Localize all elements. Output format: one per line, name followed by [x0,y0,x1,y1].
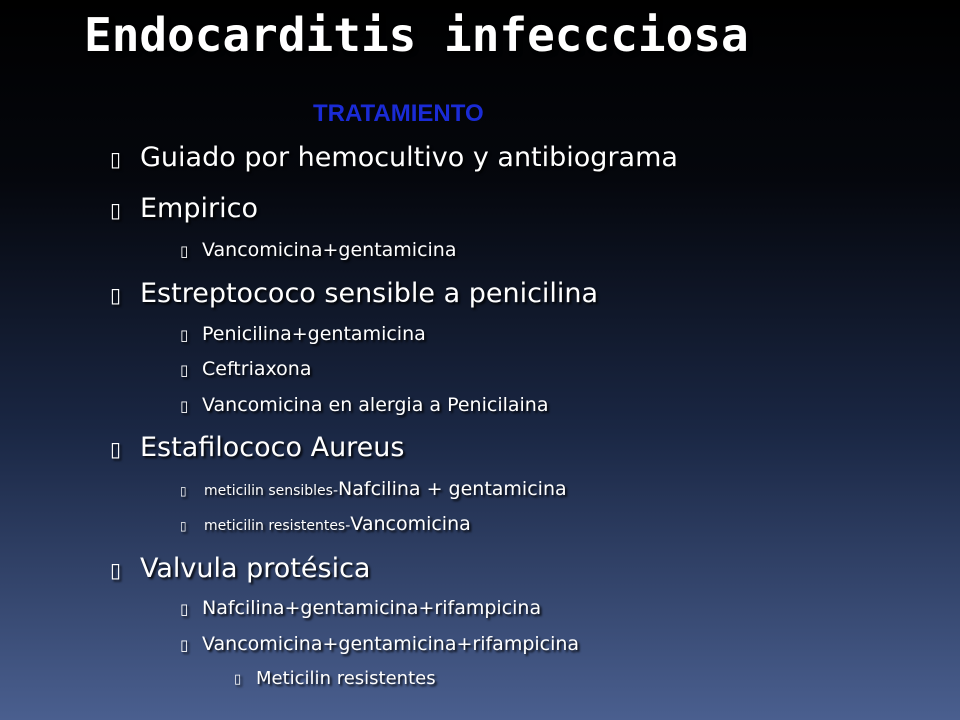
bullet-icon: ▯ [110,197,122,222]
bullet-icon: ▯ [180,518,187,533]
list-item-text: Estafilococo Aureus [140,432,405,463]
list-subitem [180,239,456,261]
bullet-icon: ▯ [180,241,189,260]
bullet-icon: ▯ [110,557,122,582]
list-item-text: Nafcilina + gentamicina [338,478,567,500]
list-item-prefix: meticilin sensibles- [204,483,339,499]
list-subitem [180,478,567,500]
list-subitem [180,597,541,619]
list-subitem [180,513,471,535]
bullet-icon: ▯ [180,396,189,415]
list-item-text: Valvula protésica [140,553,371,584]
list-item-text: Empirico [140,193,258,224]
bullet-icon: ▯ [110,282,122,307]
bullet-icon: ▯ [110,146,122,171]
list-item-text: Vancomicina+gentamicina+rifampicina [202,633,580,655]
bullet-icon: ▯ [180,599,189,618]
list-subsubitem [234,668,436,689]
list-subitem [180,394,548,416]
bullet-icon: ▯ [110,436,122,461]
slide-title: Endocarditis infeccciosa [84,8,749,62]
list-item-text: Vancomicina en alergia a Penicilaina [202,394,549,416]
list-item [110,432,404,463]
list-subitem [180,633,579,655]
list-item-text: Nafcilina+gentamicina+rifampicina [202,597,542,619]
list-item [110,193,258,224]
list-item-text: Estreptococo sensible a penicilina [140,278,599,309]
list-item-text: Vancomicina+gentamicina [202,239,457,261]
list-item-text: Meticilin resistentes [256,668,436,689]
list-item [110,278,598,309]
list-subitem [180,358,311,380]
list-item-text: Vancomicina [350,513,471,535]
slide-subtitle: TRATAMIENTO [313,100,484,127]
list-item-text: Penicilina+gentamicina [202,323,426,345]
list-item [110,553,370,584]
list-subitem [180,323,426,345]
list-item [110,142,678,173]
list-item-text: Ceftriaxona [202,358,312,380]
list-item-prefix: meticilin resistentes- [204,518,351,534]
bullet-icon: ▯ [180,360,189,379]
bullet-icon: ▯ [180,325,189,344]
bullet-icon: ▯ [180,483,187,498]
bullet-icon: ▯ [234,671,242,687]
bullet-icon: ▯ [180,635,189,654]
list-item-text: Guiado por hemocultivo y antibiograma [140,142,678,173]
